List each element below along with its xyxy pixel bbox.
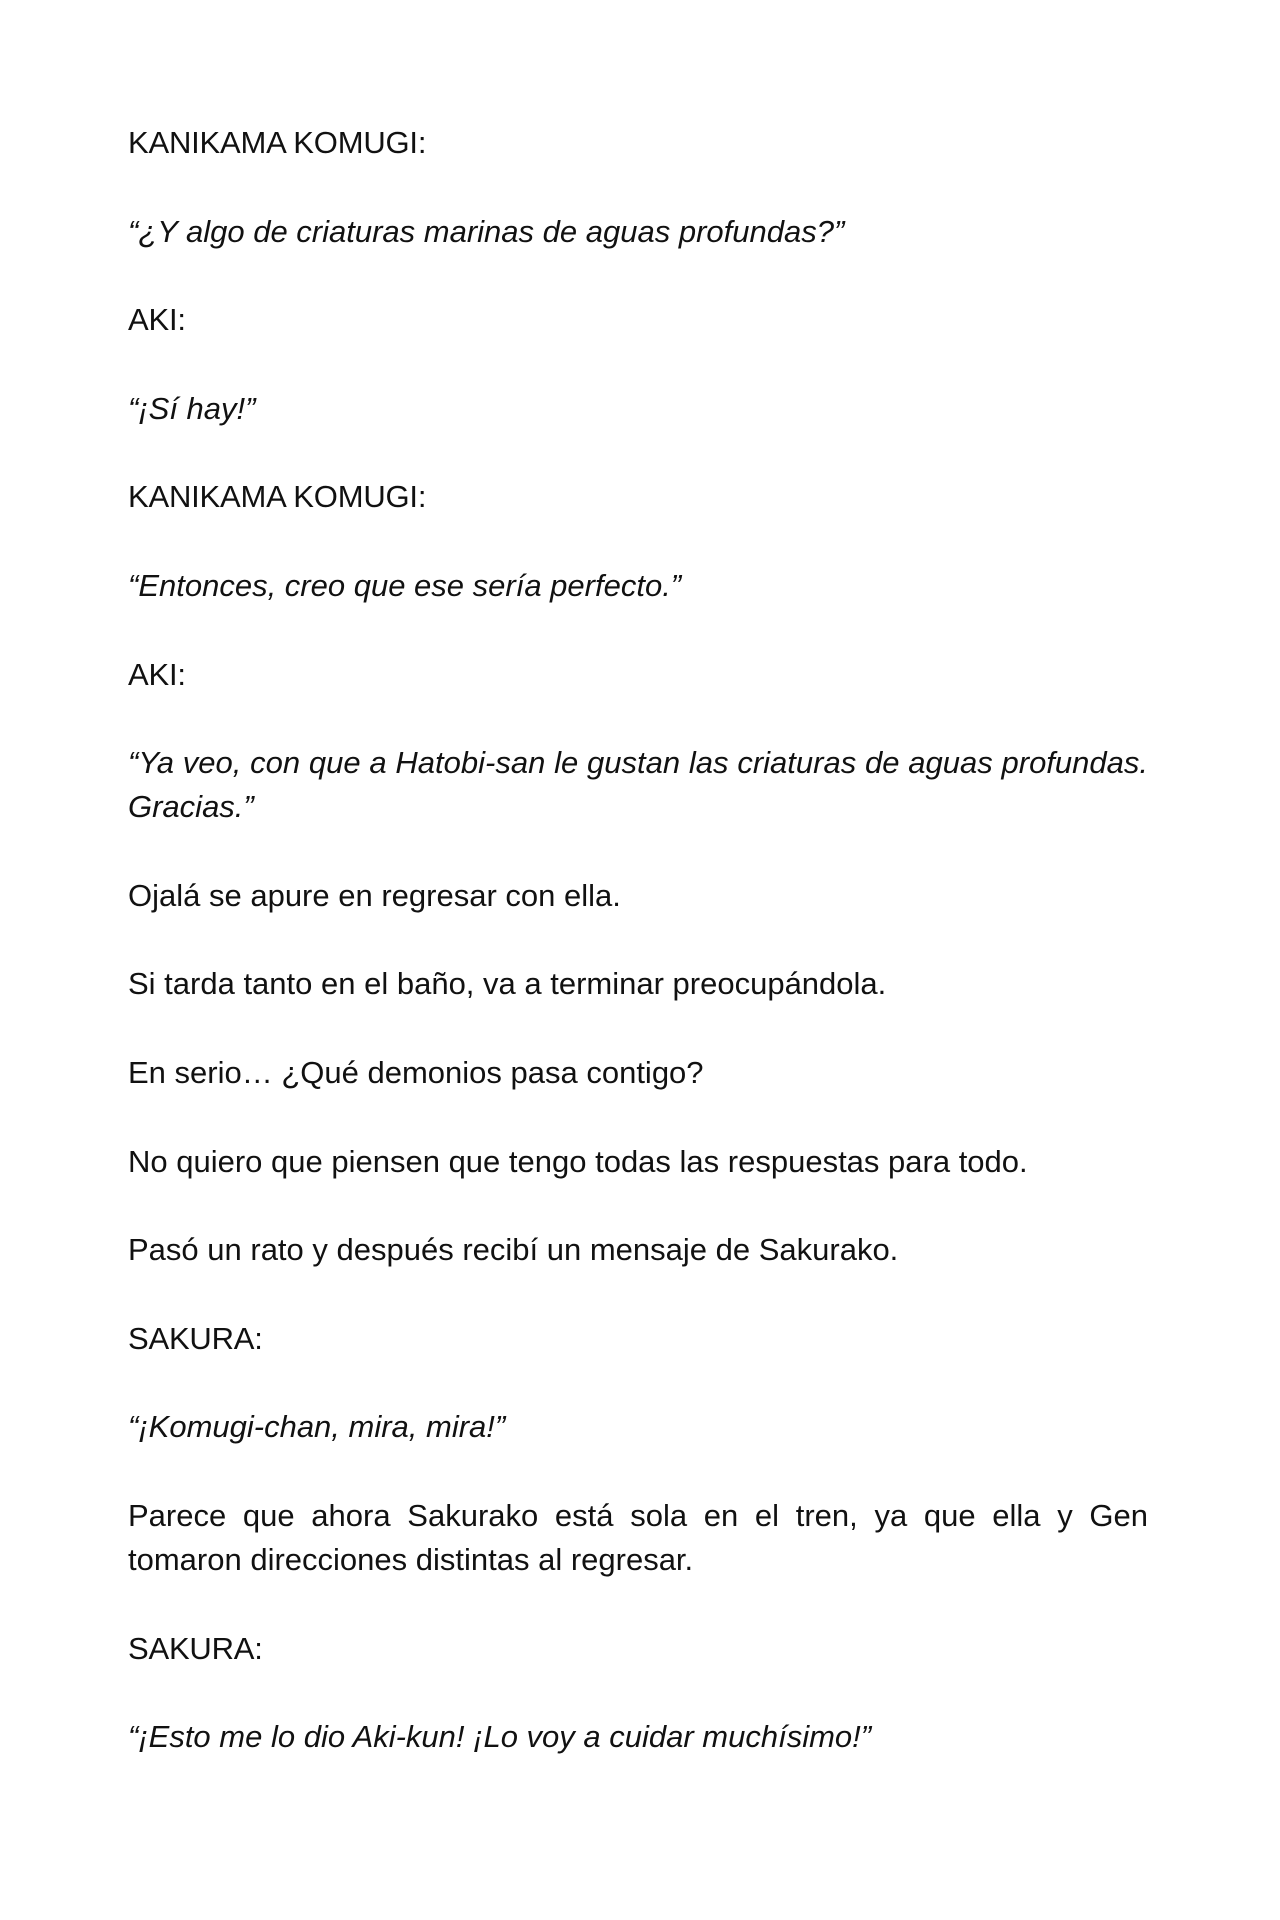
- narration-paragraph: Si tarda tanto en el baño, va a terminar preocupándola.: [128, 966, 887, 1002]
- narration-paragraph: Pasó un rato y después recibí un mensaje de Sakurako.: [128, 1232, 899, 1268]
- narration-paragraph: Ojalá se apure en regresar con ella.: [128, 877, 621, 913]
- speaker-label: KANIKAMA KOMUGI:: [128, 125, 427, 160]
- narration-paragraph: No quiero que piensen que tengo todas las respuestas para todo.: [128, 1143, 1028, 1179]
- speaker-label: SAKURA:: [128, 1320, 263, 1356]
- speaker-label: AKI:: [128, 656, 186, 692]
- dialogue-line: “¡Esto me lo dio Aki-kun! ¡Lo voy a cuidar muchísimo!”: [128, 1719, 872, 1755]
- dialogue-line: “¡Sí hay!”: [128, 390, 256, 426]
- speaker-label: KANIKAMA KOMUGI:: [128, 479, 427, 515]
- dialogue-line: “Entonces, creo que ese sería perfecto.”: [128, 567, 682, 603]
- narration-paragraph: En serio… ¿Qué demonios pasa contigo?: [128, 1054, 704, 1090]
- document-page: [128, 121, 1148, 1804]
- speaker-label: AKI:: [128, 302, 186, 338]
- dialogue-line: “¿Y algo de criaturas marinas de aguas profundas?”: [128, 213, 845, 249]
- dialogue-line: “Ya veo, con que a Hatobi-san le gustan las criaturas de aguas profundas. Gracias.”: [128, 745, 1148, 825]
- speaker-label: SAKURA:: [128, 1630, 263, 1666]
- dialogue-line: “¡Komugi-chan, mira, mira!”: [128, 1409, 506, 1445]
- narration-paragraph: Parece que ahora Sakurako está sola en el tren, ya que ella y Gen tomaron direcciones distintas al regresar.: [128, 1497, 1148, 1577]
